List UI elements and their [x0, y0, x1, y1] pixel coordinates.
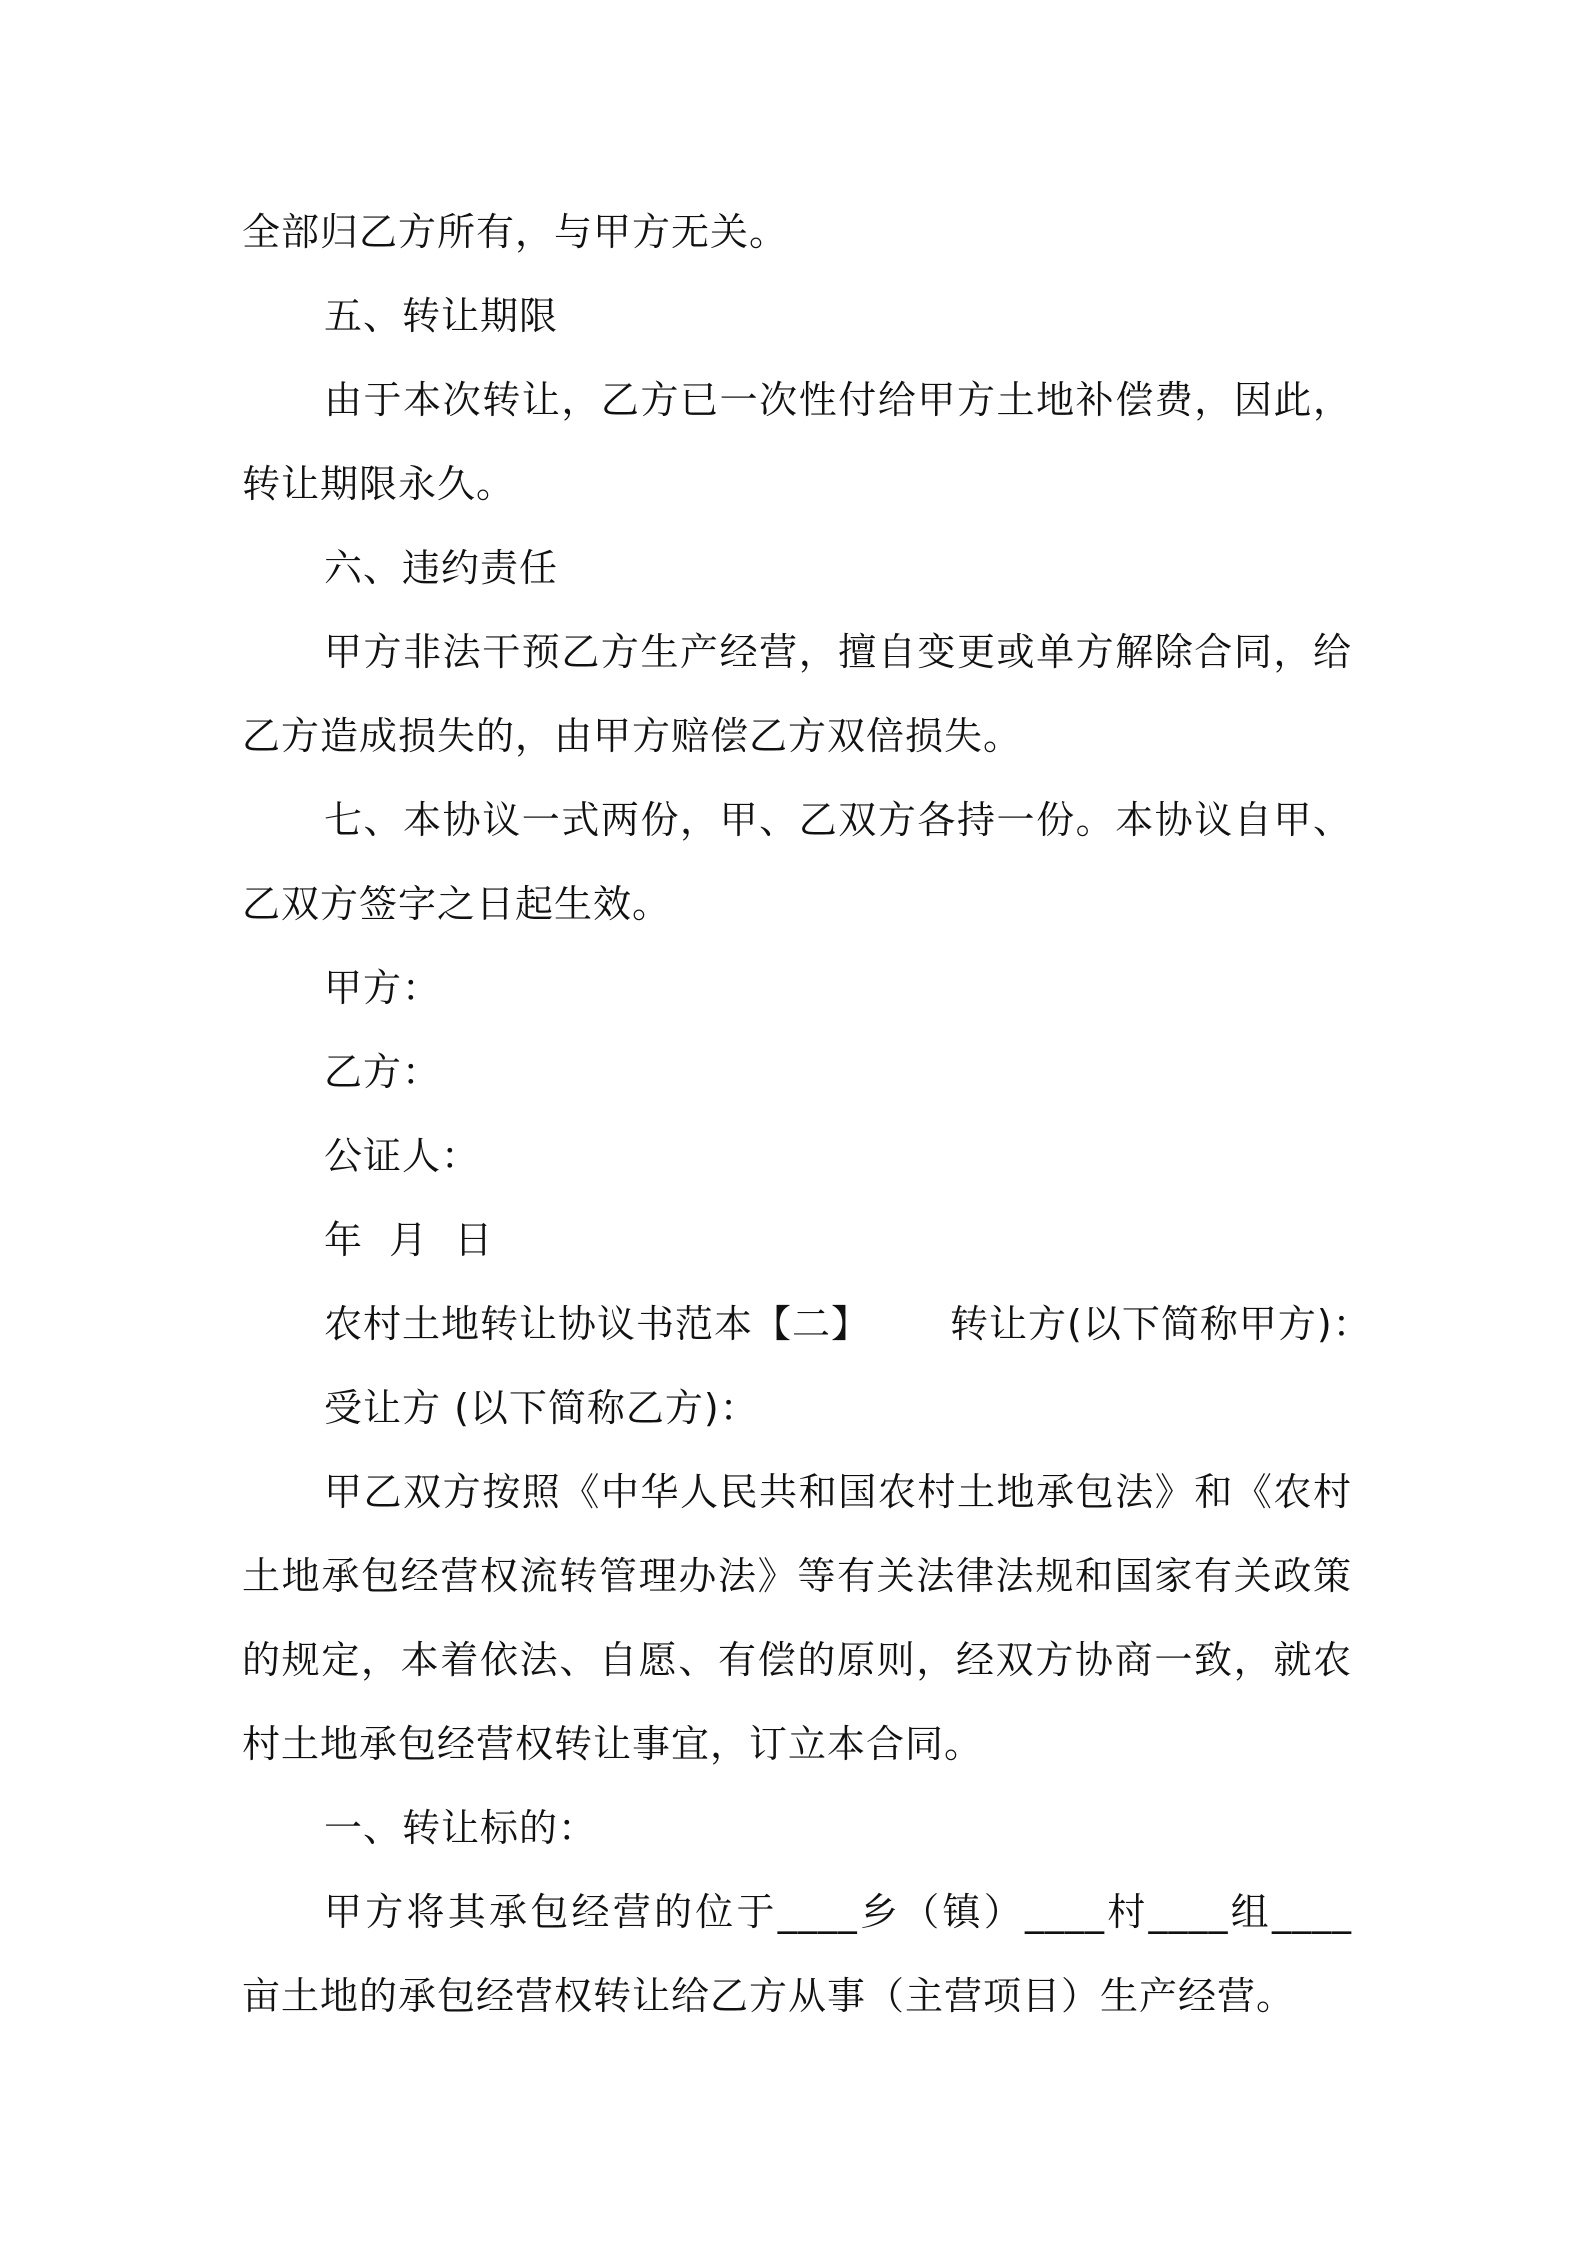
- paragraph-line: 七、本协议一式两份，甲、乙双方各持一份。本协议自甲、: [324, 798, 1352, 842]
- paragraph-line: 甲乙双方按照《中华人民共和国农村土地承包法》和《农村: [324, 1470, 1352, 1514]
- document-body: [242, 190, 1372, 2038]
- paragraph-line: 甲方将其承包经营的位于____乡（镇）____村____组____: [324, 1890, 1352, 1934]
- section-heading-term: 五、转让期限: [324, 294, 559, 338]
- paragraph-line: 由于本次转让，乙方已一次性付给甲方土地补偿费，因此，: [324, 378, 1352, 422]
- section-heading-subject: 一、转让标的：: [324, 1806, 598, 1850]
- paragraph-line: 的规定，本着依法、自愿、有偿的原则，经双方协商一致，就农: [242, 1638, 1352, 1682]
- section-heading-liability: 六、违约责任: [324, 546, 559, 590]
- paragraph-line: 亩土地的承包经营权转让给乙方从事（主营项目）生产经营。: [242, 1974, 1296, 2018]
- signature-date: 年 月 日: [324, 1218, 494, 1262]
- paragraph-line: 土地承包经营权流转管理办法》等有关法律法规和国家有关政策: [242, 1554, 1352, 1598]
- sample-title: 农村土地转让协议书范本【二】: [324, 1302, 871, 1346]
- signature-party-a: 甲方：: [324, 966, 442, 1010]
- paragraph-line: 全部归乙方所有，与甲方无关。: [242, 210, 789, 254]
- paragraph-line: 甲方非法干预乙方生产经营，擅自变更或单方解除合同，给: [324, 630, 1352, 674]
- paragraph-line: 村土地承包经营权转让事宜，订立本合同。: [242, 1722, 984, 1766]
- paragraph-line: 转让期限永久。: [242, 462, 516, 506]
- sample-title-line: [242, 1282, 1372, 1366]
- transferee-label: 受让方 (以下简称乙方)：: [324, 1386, 759, 1430]
- paragraph-line: 乙双方签字之日起生效。: [242, 882, 672, 926]
- signature-party-b: 乙方：: [324, 1050, 442, 1094]
- signature-notary: 公证人：: [324, 1134, 481, 1178]
- transferor-label: 转让方(以下简称甲方)：: [950, 1302, 1372, 1346]
- paragraph-line: 乙方造成损失的，由甲方赔偿乙方双倍损失。: [242, 714, 1023, 758]
